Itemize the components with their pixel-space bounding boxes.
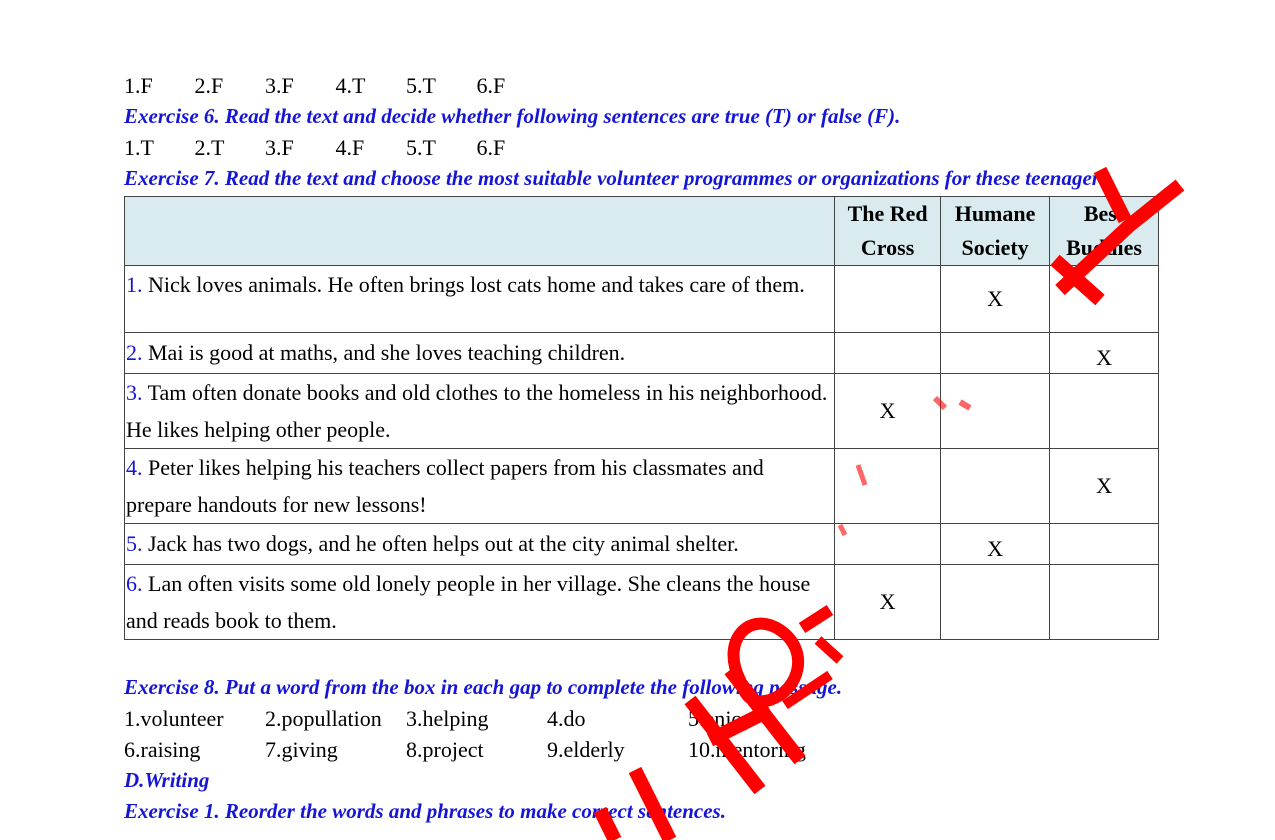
answer: 6.F	[476, 73, 506, 98]
row-text: Nick loves animals. He often brings lost cats home and takes care of them.	[142, 272, 805, 297]
table-header-row	[125, 197, 1159, 266]
word-option: 2.popullation	[265, 706, 382, 731]
answer: 2.F	[194, 73, 224, 98]
row-description	[125, 449, 835, 524]
exercise6-answers	[124, 132, 1158, 163]
word-option: 7.giving	[265, 737, 338, 762]
mark-cell: X	[835, 374, 941, 449]
word-box-row-2	[124, 734, 1158, 765]
mark-cell: X	[941, 524, 1050, 565]
header-best-buddies: Best Buddies	[1050, 197, 1159, 266]
header-blank	[125, 197, 835, 266]
mark-cell	[835, 266, 941, 333]
mark-cell	[941, 333, 1050, 374]
row-text: Tam often donate books and old clothes to the homeless in his neighborhood. He likes helping other people.	[126, 380, 828, 442]
document-page	[124, 70, 1158, 827]
answer: 2.T	[194, 135, 225, 160]
table-row	[125, 266, 1159, 333]
mark-cell: X	[1050, 333, 1159, 374]
answer: 6.F	[476, 135, 506, 160]
word-option: 3.helping	[406, 706, 489, 731]
mark-cell	[1050, 565, 1159, 640]
writing-exercise1-title: Exercise 1. Reorder the words and phrases to make correct sentences.	[124, 799, 726, 823]
word-option: 6.raising	[124, 737, 201, 762]
row-text: Peter likes helping his teachers collect papers from his classmates and prepare handouts for new lessons!	[126, 455, 764, 517]
mark-cell	[941, 449, 1050, 524]
table-row	[125, 333, 1159, 374]
mark-cell	[835, 333, 941, 374]
answer: 4.T	[335, 73, 366, 98]
mark-cell: X	[941, 266, 1050, 333]
exercise5-answers	[124, 70, 1158, 101]
mark-cell	[1050, 374, 1159, 449]
word-box-row-1	[124, 703, 1158, 734]
word-option: 8.project	[406, 737, 484, 762]
table-row	[125, 449, 1159, 524]
mark-cell	[1050, 524, 1159, 565]
answer: 1.T	[124, 135, 154, 160]
row-number: 1.	[126, 272, 143, 297]
row-description	[125, 565, 835, 640]
row-description	[125, 374, 835, 449]
row-number: 2.	[126, 340, 143, 365]
mark-cell	[1050, 266, 1159, 333]
exercise8-title: Exercise 8. Put a word from the box in each gap to complete the following passage.	[124, 675, 843, 699]
header-humane-society: Humane Society	[941, 197, 1050, 266]
spacer	[124, 640, 1158, 672]
mark-cell: X	[1050, 449, 1159, 524]
mark-cell	[941, 565, 1050, 640]
row-description	[125, 524, 835, 565]
header-red-cross: The Red Cross	[835, 197, 941, 266]
answer: 5.T	[406, 135, 436, 160]
row-text: Mai is good at maths, and she loves teaching children.	[142, 340, 626, 365]
answer: 3.F	[265, 73, 294, 98]
row-number: 6.	[126, 571, 143, 596]
word-option: 1.volunteer	[124, 706, 224, 731]
mark-cell: X	[835, 565, 941, 640]
word-option: 4.do	[547, 706, 586, 731]
table-row	[125, 374, 1159, 449]
row-text: Lan often visits some old lonely people in her village. She cleans the house and reads book to them.	[126, 571, 811, 633]
row-number: 3.	[126, 380, 143, 405]
row-description	[125, 333, 835, 374]
exercise6-title: Exercise 6. Read the text and decide whether following sentences are true (T) or false (F).	[124, 104, 901, 128]
volunteer-table	[124, 196, 1159, 640]
answer: 3.F	[265, 135, 294, 160]
row-number: 5.	[126, 531, 143, 556]
table-row	[125, 565, 1159, 640]
table-row	[125, 524, 1159, 565]
row-text: Jack has two dogs, and he often helps out at the city animal shelter.	[142, 531, 739, 556]
mark-cell	[835, 524, 941, 565]
mark-cell	[941, 374, 1050, 449]
row-description	[125, 266, 835, 333]
exercise7-title: Exercise 7. Read the text and choose the most suitable volunteer programmes or organizations for these teenagers.	[124, 166, 1114, 190]
answer: 5.T	[406, 73, 436, 98]
section-writing-title: D.Writing	[124, 768, 210, 792]
answer: 1.F	[124, 73, 153, 98]
word-option: 9.elderly	[547, 737, 625, 762]
word-option: 5.enjoy	[688, 706, 754, 731]
mark-cell	[835, 449, 941, 524]
answer: 4.F	[335, 135, 365, 160]
word-option: 10.mentoring	[688, 737, 806, 762]
row-number: 4.	[126, 455, 143, 480]
